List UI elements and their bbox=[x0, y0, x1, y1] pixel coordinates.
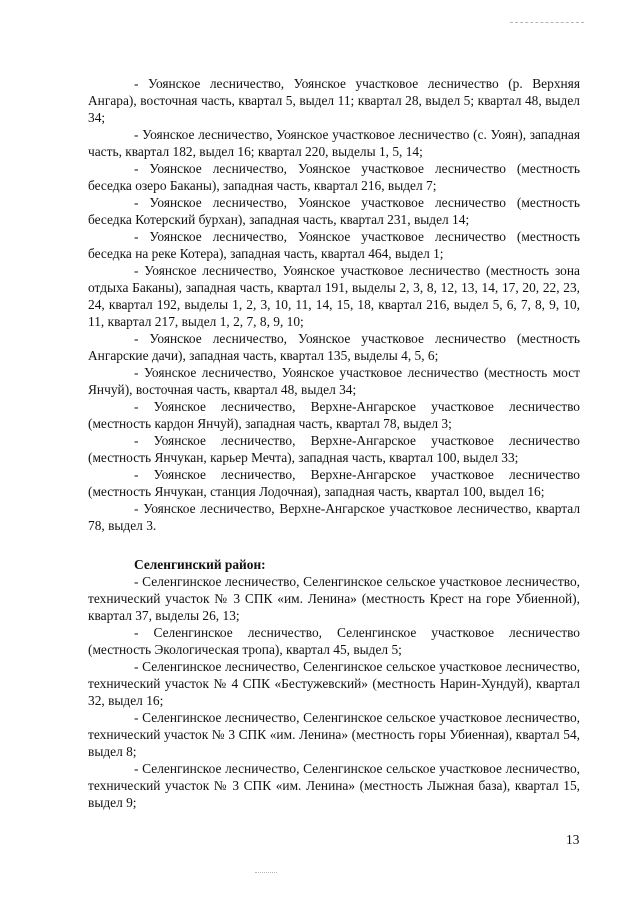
list-item: - Селенгинское лесничество, Селенгинское сельское участковое лесничество, технический участок № 3 СПК «им. Ленина» (местность Крест на горе Убиенной), квартал 37, выделы 26, 13; bbox=[88, 574, 580, 623]
list-item: - Уоянское лесничество, Уоянское участковое лесничество (местность беседка озеро Баканы), западная часть, квартал 216, выдел 7; bbox=[88, 161, 580, 193]
list-item: - Уоянское лесничество, Верхне-Ангарское участковое лесничество, квартал 78, выдел 3. bbox=[88, 501, 580, 533]
list-item: - Селенгинское лесничество, Селенгинское сельское участковое лесничество, технический участок № 4 СПК «Бестужевский» (местность Нарин-Хундуй), квартал 32, выдел 16; bbox=[88, 659, 580, 708]
list-item: - Уоянское лесничество, Верхне-Ангарское участковое лесничество (местность Янчукан, карьер Мечта), западная часть, квартал 100, выдел 33; bbox=[88, 433, 580, 465]
list-item: - Уоянское лесничество, Уоянское участковое лесничество (местность беседка Котерский бурхан), западная часть, квартал 231, выдел 14; bbox=[88, 195, 580, 227]
page-number: 13 bbox=[566, 832, 580, 847]
list-item: - Уоянское лесничество, Верхне-Ангарское участковое лесничество (местность кардон Янчуй), западная часть, квартал 78, выдел 3; bbox=[88, 399, 580, 431]
document-body bbox=[88, 75, 580, 811]
list-item: - Селенгинское лесничество, Селенгинское сельское участковое лесничество, технический участок № 3 СПК «им. Ленина» (местность Лыжная база), квартал 15, выдел 9; bbox=[88, 761, 580, 810]
list-item: - Уоянское лесничество, Уоянское участковое лесничество (с. Уоян), западная часть, квартал 182, выдел 16; квартал 220, выделы 1, 5, 14; bbox=[88, 127, 580, 159]
list-item: - Уоянское лесничество, Уоянское участковое лесничество (местность Ангарские дачи), западная часть, квартал 135, выделы 4, 5, 6; bbox=[88, 331, 580, 363]
section-heading: Селенгинский район: bbox=[134, 557, 266, 572]
list-item: - Селенгинское лесничество, Селенгинское сельское участковое лесничество, технический участок № 3 СПК «им. Ленина» (местность горы Убиенная), квартал 54, выдел 8; bbox=[88, 710, 580, 759]
scan-artifact-bottom bbox=[255, 872, 277, 875]
scan-artifact-top bbox=[510, 22, 584, 25]
list-item: - Уоянское лесничество, Верхне-Ангарское участковое лесничество (местность Янчукан, станция Лодочная), западная часть, квартал 100, выдел 16; bbox=[88, 467, 580, 499]
list-item: - Уоянское лесничество, Уоянское участковое лесничество (местность зона отдыха Баканы), западная часть, квартал 191, выделы 2, 3, 8, 12, 13, 14, 17, 20, 22, 23, 24, квартал 192, выделы 1, 2, 3, 10, 11, 14, 15, 18, квартал 216, выдел 5, 6, 7, 8, 9, 10, 11, квартал 217, выдел 1, 2, 7, 8, 9, 10; bbox=[88, 263, 580, 329]
list-item: - Уоянское лесничество, Уоянское участковое лесничество (местность мост Янчуй), восточная часть, квартал 48, выдел 34; bbox=[88, 365, 580, 397]
list-item: - Селенгинское лесничество, Селенгинское участковое лесничество (местность Экологическая тропа), квартал 45, выдел 5; bbox=[88, 625, 580, 657]
list-item: - Уоянское лесничество, Уоянское участковое лесничество (местность беседка на реке Котера), западная часть, квартал 464, выдел 1; bbox=[88, 229, 580, 261]
list-item: - Уоянское лесничество, Уоянское участковое лесничество (р. Верхняя Ангара), восточная часть, квартал 5, выдел 11; квартал 28, выдел 5; квартал 48, выдел 34; bbox=[88, 76, 580, 125]
